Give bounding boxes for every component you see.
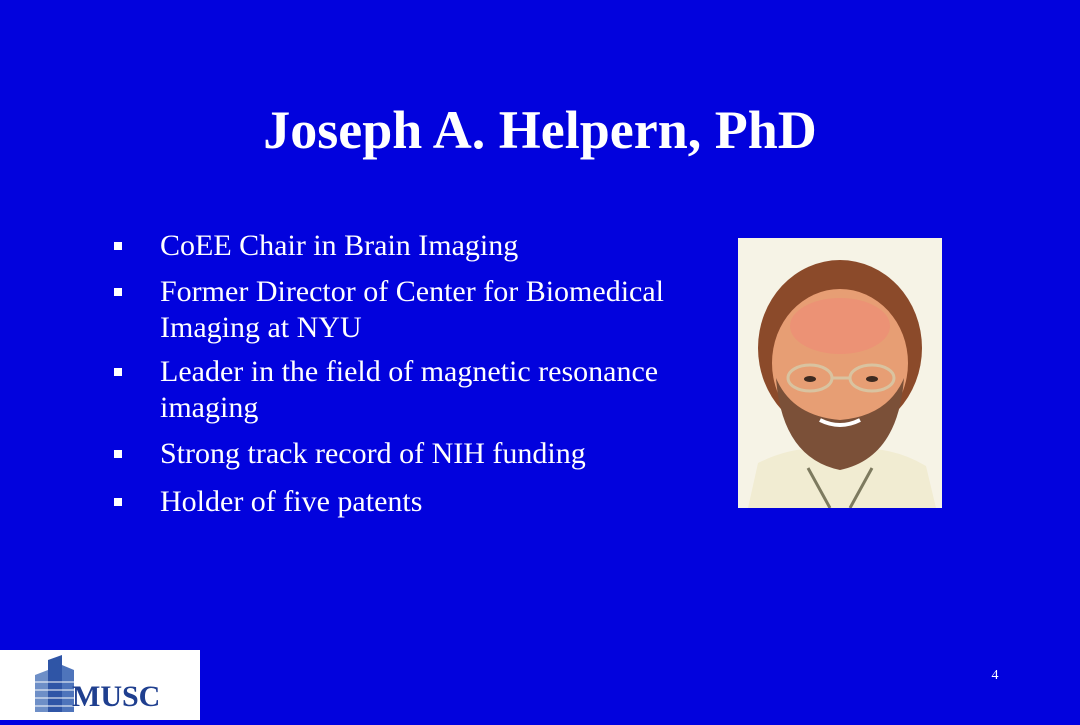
- logo-text: MUSC: [72, 680, 161, 713]
- square-bullet-icon: [114, 288, 122, 296]
- square-bullet-icon: [114, 450, 122, 458]
- bullet-item: [108, 484, 668, 520]
- musc-building-logo-icon: [0, 650, 200, 720]
- bullet-list: [108, 228, 668, 520]
- bullet-item: [108, 274, 668, 346]
- bullet-item: [108, 354, 668, 426]
- musc-logo: [0, 650, 200, 720]
- bullet-item: [108, 436, 668, 472]
- bullet-text: Holder of five patents: [160, 485, 423, 518]
- bullet-text: Strong track record of NIH funding: [160, 437, 586, 470]
- bullet-text: Leader in the field of magnetic resonance imaging: [160, 355, 659, 424]
- bullet-text: Former Director of Center for Biomedical Imaging at NYU: [160, 275, 664, 344]
- square-bullet-icon: [114, 242, 122, 250]
- bullet-text: CoEE Chair in Brain Imaging: [160, 229, 519, 262]
- bullet-item: [108, 228, 668, 264]
- portrait-photo: [738, 238, 942, 508]
- slide-title: Joseph A. Helpern, PhD: [263, 100, 817, 160]
- square-bullet-icon: [114, 368, 122, 376]
- square-bullet-icon: [114, 498, 122, 506]
- page-number: 4: [991, 668, 999, 683]
